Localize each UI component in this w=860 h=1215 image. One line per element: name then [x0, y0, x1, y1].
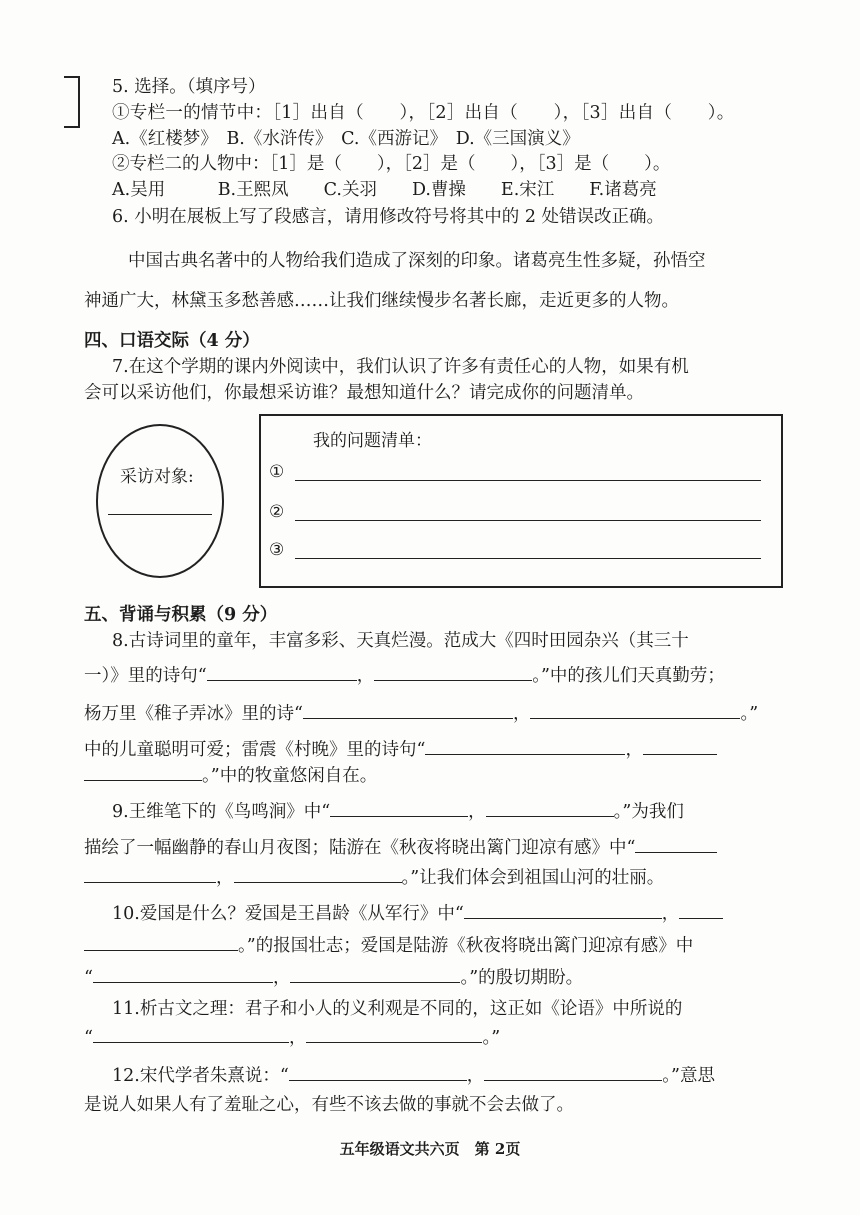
q5-options-a: A.《红楼梦》 B.《水浒传》 C.《西游记》 D.《三国演义》	[112, 129, 580, 149]
q8-blank-5[interactable]	[425, 738, 625, 755]
q8-blank-6a[interactable]	[643, 738, 717, 755]
q8-line5: 。”中的牧童悠闲自在。	[84, 764, 377, 787]
q7-line2: 会可以采访他们，你最想采访谁？最想知道什么？请完成你的问题清单。	[84, 383, 644, 403]
interviewee-label: 采访对象:	[120, 467, 194, 487]
binding-bracket-mark	[64, 76, 80, 128]
q6-title: 6. 小明在展板上写了段感言，请用修改符号将其中的 2 处错误改正确。	[112, 207, 665, 227]
q11-blank-1[interactable]	[93, 1026, 289, 1043]
q8-line2: 一）》里的诗句“ ， 。”中的孩儿们天真勤劳；	[84, 666, 725, 686]
q10-blank-2b[interactable]	[84, 934, 238, 951]
q12-line2: 是说人如果人有了羞耻之心，有些不该去做的事就不会去做了。	[84, 1095, 574, 1115]
q9-line2: 描绘了一幅幽静的春山月夜图；陆游在《秋夜将晓出篱门迎凉有感》中“	[84, 836, 717, 859]
question-blank-2[interactable]	[295, 520, 761, 521]
q10-blank-3[interactable]	[93, 966, 273, 983]
q9-blank-4[interactable]	[234, 866, 402, 883]
question-number-3: ③	[269, 540, 285, 560]
q12-line1: 12.宋代学者朱熹说：“ ， 。”意思	[112, 1066, 715, 1086]
question-row-3	[269, 540, 284, 560]
q8-blank-2[interactable]	[374, 664, 532, 681]
q12-blank-1[interactable]	[289, 1064, 467, 1081]
section4-heading: 四、口语交际（4 分）	[84, 331, 260, 351]
q10-line3: “ ， 。”的殷切期盼。	[84, 968, 584, 988]
q10-blank-1[interactable]	[464, 902, 662, 919]
question-list-title: 我的问题清单：	[313, 431, 432, 451]
q9-blank-1[interactable]	[330, 800, 468, 817]
q6-passage-line1: 中国古典名著中的人物给我们造成了深刻的印象。诸葛亮生性多疑，孙悟空	[128, 251, 706, 271]
section5-heading: 五、背诵与积累（9 分）	[84, 605, 278, 625]
q10-blank-2a[interactable]	[679, 902, 723, 919]
q8-line4: 中的儿童聪明可爱；雷震《村晚》里的诗句“ ，	[84, 738, 717, 761]
q12-blank-2[interactable]	[484, 1064, 662, 1081]
q5-line1: ①专栏一的情节中：［1］出自（ ），［2］出自（ ），［3］出自（ ）。	[112, 103, 735, 123]
q8-line1: 8.古诗词里的童年，丰富多彩、天真烂漫。范成大《四时田园杂兴（其三十	[112, 631, 689, 651]
question-list-box	[259, 414, 783, 588]
question-blank-3[interactable]	[295, 558, 761, 559]
q10-line1: 10.爱国是什么？爱国是王昌龄《从军行》中“ ，	[112, 902, 723, 925]
q9-line3: ， 。”让我们体会到祖国山河的壮丽。	[84, 866, 664, 889]
question-blank-1[interactable]	[295, 480, 761, 481]
question-number-1: ①	[269, 462, 285, 482]
q9-line1: 9.王维笔下的《鸟鸣涧》中“ ， 。”为我们	[112, 802, 684, 822]
question-row-1	[269, 462, 284, 482]
q11-blank-2[interactable]	[306, 1026, 482, 1043]
q5-title: 5. 选择。（填序号）	[112, 77, 266, 97]
q8-blank-1[interactable]	[207, 664, 357, 681]
q8-blank-3[interactable]	[303, 702, 513, 719]
q9-blank-3a[interactable]	[635, 836, 717, 853]
interviewee-circle	[96, 424, 224, 578]
q8-blank-6b[interactable]	[84, 764, 202, 781]
q11-line1: 11.析古文之理：君子和小人的义利观是不同的，这正如《论语》中所说的	[112, 999, 683, 1019]
q8-blank-4[interactable]	[530, 702, 740, 719]
q11-line2: “ ， 。”	[84, 1028, 501, 1048]
q8-line3: 杨万里《稚子弄冰》里的诗“ ， 。”	[84, 704, 759, 724]
q10-line2: 。”的报国壮志；爱国是陆游《秋夜将晓出篱门迎凉有感》中	[84, 934, 693, 957]
page-footer: 五年级语文共六页 第 2页	[339, 1140, 521, 1158]
question-row-2	[269, 502, 284, 522]
q10-blank-4[interactable]	[290, 966, 460, 983]
interviewee-blank[interactable]	[108, 514, 212, 515]
question-number-2: ②	[269, 502, 285, 522]
q7-line1: 7.在这个学期的课内外阅读中，我们认识了许多有责任心的人物，如果有机	[112, 357, 689, 377]
q9-blank-3b[interactable]	[84, 866, 216, 883]
q9-blank-2[interactable]	[486, 800, 614, 817]
q5-options-b: A.吴用 B.王熙凤 C.关羽 D.曹操 E.宋江 F.诸葛亮	[112, 180, 657, 200]
q5-line2: ②专栏二的人物中：［1］是（ ），［2］是（ ），［3］是（ ）。	[112, 154, 671, 174]
q6-passage-line2: 神通广大，林黛玉多愁善感……让我们继续慢步名著长廊，走近更多的人物。	[84, 291, 679, 311]
